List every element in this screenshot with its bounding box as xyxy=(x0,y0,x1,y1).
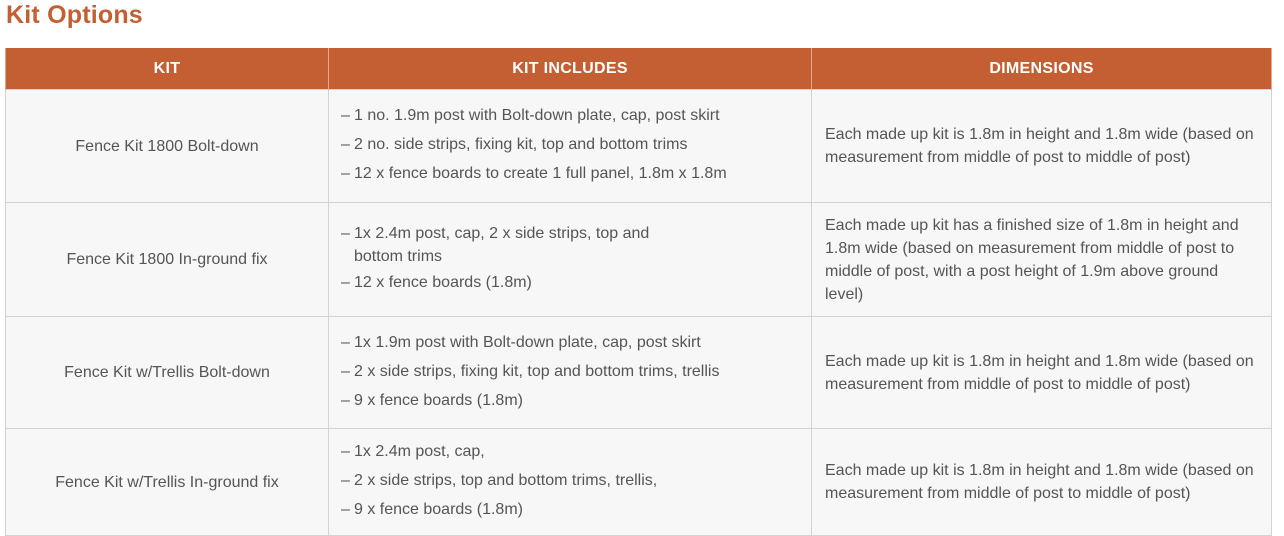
kit-name-cell: Fence Kit 1800 Bolt-down xyxy=(6,90,329,203)
table-row xyxy=(6,317,1272,429)
kit-includes-list xyxy=(341,104,801,185)
kit-includes-list xyxy=(341,440,801,521)
header-kit: KIT xyxy=(6,48,329,90)
kit-name-cell: Fence Kit w/Trellis In-ground fix xyxy=(6,429,329,536)
page-title: Kit Options xyxy=(6,1,143,29)
list-item: – 1x 1.9m post with Bolt-down plate, cap, post skirt xyxy=(341,331,801,354)
kit-includes-list xyxy=(341,222,801,294)
list-item: – 2 x side strips, fixing kit, top and bottom trims, trellis xyxy=(341,360,801,383)
list-item: – 12 x fence boards to create 1 full panel, 1.8m x 1.8m xyxy=(341,162,801,185)
dimensions-cell: Each made up kit has a finished size of 1.8m in height and 1.8m wide (based on measurement from middle of post to middle of post, with a post height of 1.9m above ground level) xyxy=(812,203,1272,317)
list-item: – 1x 2.4m post, cap, xyxy=(341,440,801,463)
list-item: – 12 x fence boards (1.8m) xyxy=(341,271,801,294)
table-row xyxy=(6,203,1272,317)
table-row xyxy=(6,429,1272,536)
kit-name-cell: Fence Kit 1800 In-ground fix xyxy=(6,203,329,317)
list-item: – 2 x side strips, top and bottom trims, trellis, xyxy=(341,469,801,492)
header-kit-includes: KIT INCLUDES xyxy=(329,48,812,90)
table-header-row xyxy=(6,48,1272,90)
header-dimensions: DIMENSIONS xyxy=(812,48,1272,90)
kit-includes-cell xyxy=(329,203,812,317)
list-item: – 1x 2.4m post, cap, 2 x side strips, top and bottom trims xyxy=(341,222,801,268)
kit-name-cell: Fence Kit w/Trellis Bolt-down xyxy=(6,317,329,429)
list-item: – 1 no. 1.9m post with Bolt-down plate, cap, post skirt xyxy=(341,104,801,127)
list-item: – 9 x fence boards (1.8m) xyxy=(341,498,801,521)
kit-includes-cell xyxy=(329,429,812,536)
kit-includes-list xyxy=(341,331,801,412)
dimensions-cell: Each made up kit is 1.8m in height and 1.8m wide (based on measurement from middle of post to middle of post) xyxy=(812,429,1272,536)
list-item: – 9 x fence boards (1.8m) xyxy=(341,389,801,412)
list-item: – 2 no. side strips, fixing kit, top and bottom trims xyxy=(341,133,801,156)
table-row xyxy=(6,90,1272,203)
kit-includes-cell xyxy=(329,90,812,203)
dimensions-cell: Each made up kit is 1.8m in height and 1.8m wide (based on measurement from middle of post to middle of post) xyxy=(812,90,1272,203)
kit-options-table xyxy=(5,48,1272,536)
dimensions-cell: Each made up kit is 1.8m in height and 1.8m wide (based on measurement from middle of post to middle of post) xyxy=(812,317,1272,429)
kit-includes-cell xyxy=(329,317,812,429)
